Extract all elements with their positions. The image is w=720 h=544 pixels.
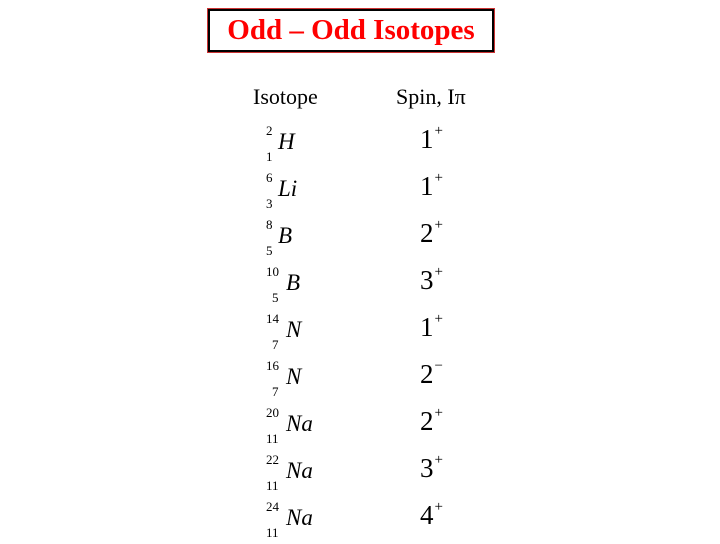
isotope-entry <box>266 124 336 168</box>
mass-number: 8 <box>266 217 273 232</box>
atomic-number: 5 <box>272 290 279 305</box>
spin-entry <box>420 359 443 399</box>
parity-sign: + <box>434 499 443 515</box>
title-box <box>208 9 494 52</box>
mass-number: 22 <box>266 452 279 467</box>
atomic-number: 7 <box>272 337 279 352</box>
mass-number: 20 <box>266 405 279 420</box>
element-symbol: H <box>278 129 295 154</box>
element-symbol: N <box>286 317 302 342</box>
isotope-column-header: Isotope <box>253 84 318 109</box>
isotope-entry <box>266 500 336 544</box>
element-symbol: N <box>286 364 302 389</box>
spin-entry <box>420 124 443 164</box>
atomic-number: 5 <box>266 243 273 258</box>
isotope-entry <box>266 265 336 309</box>
spin-entry <box>420 265 443 305</box>
parity-sign: + <box>434 217 443 233</box>
spin-entry <box>420 500 443 540</box>
spin-entry <box>420 453 443 493</box>
parity-sign: + <box>434 123 443 139</box>
atomic-number: 3 <box>266 196 273 211</box>
isotope-entry <box>266 359 336 403</box>
isotope-entry <box>266 312 336 356</box>
spin-value: 2 <box>420 218 434 248</box>
mass-number: 6 <box>266 170 273 185</box>
atomic-number: 11 <box>266 478 279 493</box>
parity-sign: + <box>434 264 443 280</box>
mass-number: 14 <box>266 311 279 326</box>
atomic-number: 11 <box>266 431 279 446</box>
mass-number: 10 <box>266 264 279 279</box>
spin-value: 2 <box>420 359 434 389</box>
atomic-number: 1 <box>266 149 273 164</box>
mass-number: 2 <box>266 123 273 138</box>
spin-value: 1 <box>420 171 434 201</box>
page-title: Odd – Odd Isotopes <box>227 14 475 46</box>
spin-entry <box>420 171 443 211</box>
parity-sign: + <box>434 311 443 327</box>
parity-sign: − <box>434 358 443 374</box>
spin-entry <box>420 406 443 446</box>
element-symbol: B <box>286 270 301 295</box>
atomic-number: 7 <box>272 384 279 399</box>
spin-value: 3 <box>420 265 434 295</box>
spin-value: 4 <box>420 500 434 530</box>
element-symbol: B <box>278 223 293 248</box>
parity-sign: + <box>434 170 443 186</box>
element-symbol: Li <box>278 176 298 201</box>
isotope-entry <box>266 453 336 497</box>
spin-column-header: Spin, Iπ <box>396 84 466 109</box>
isotope-entry <box>266 406 336 450</box>
spin-entry <box>420 312 443 352</box>
isotope-entry <box>266 218 336 262</box>
spin-value: 1 <box>420 312 434 342</box>
spin-entry <box>420 218 443 258</box>
isotope-entry <box>266 171 336 215</box>
parity-sign: + <box>434 405 443 421</box>
atomic-number: 11 <box>266 525 279 540</box>
mass-number: 24 <box>266 499 279 514</box>
spin-value: 3 <box>420 453 434 483</box>
parity-sign: + <box>434 452 443 468</box>
spin-value: 2 <box>420 406 434 436</box>
element-symbol: Na <box>286 458 313 483</box>
mass-number: 16 <box>266 358 279 373</box>
element-symbol: Na <box>286 411 313 436</box>
spin-value: 1 <box>420 124 434 154</box>
element-symbol: Na <box>286 505 313 530</box>
